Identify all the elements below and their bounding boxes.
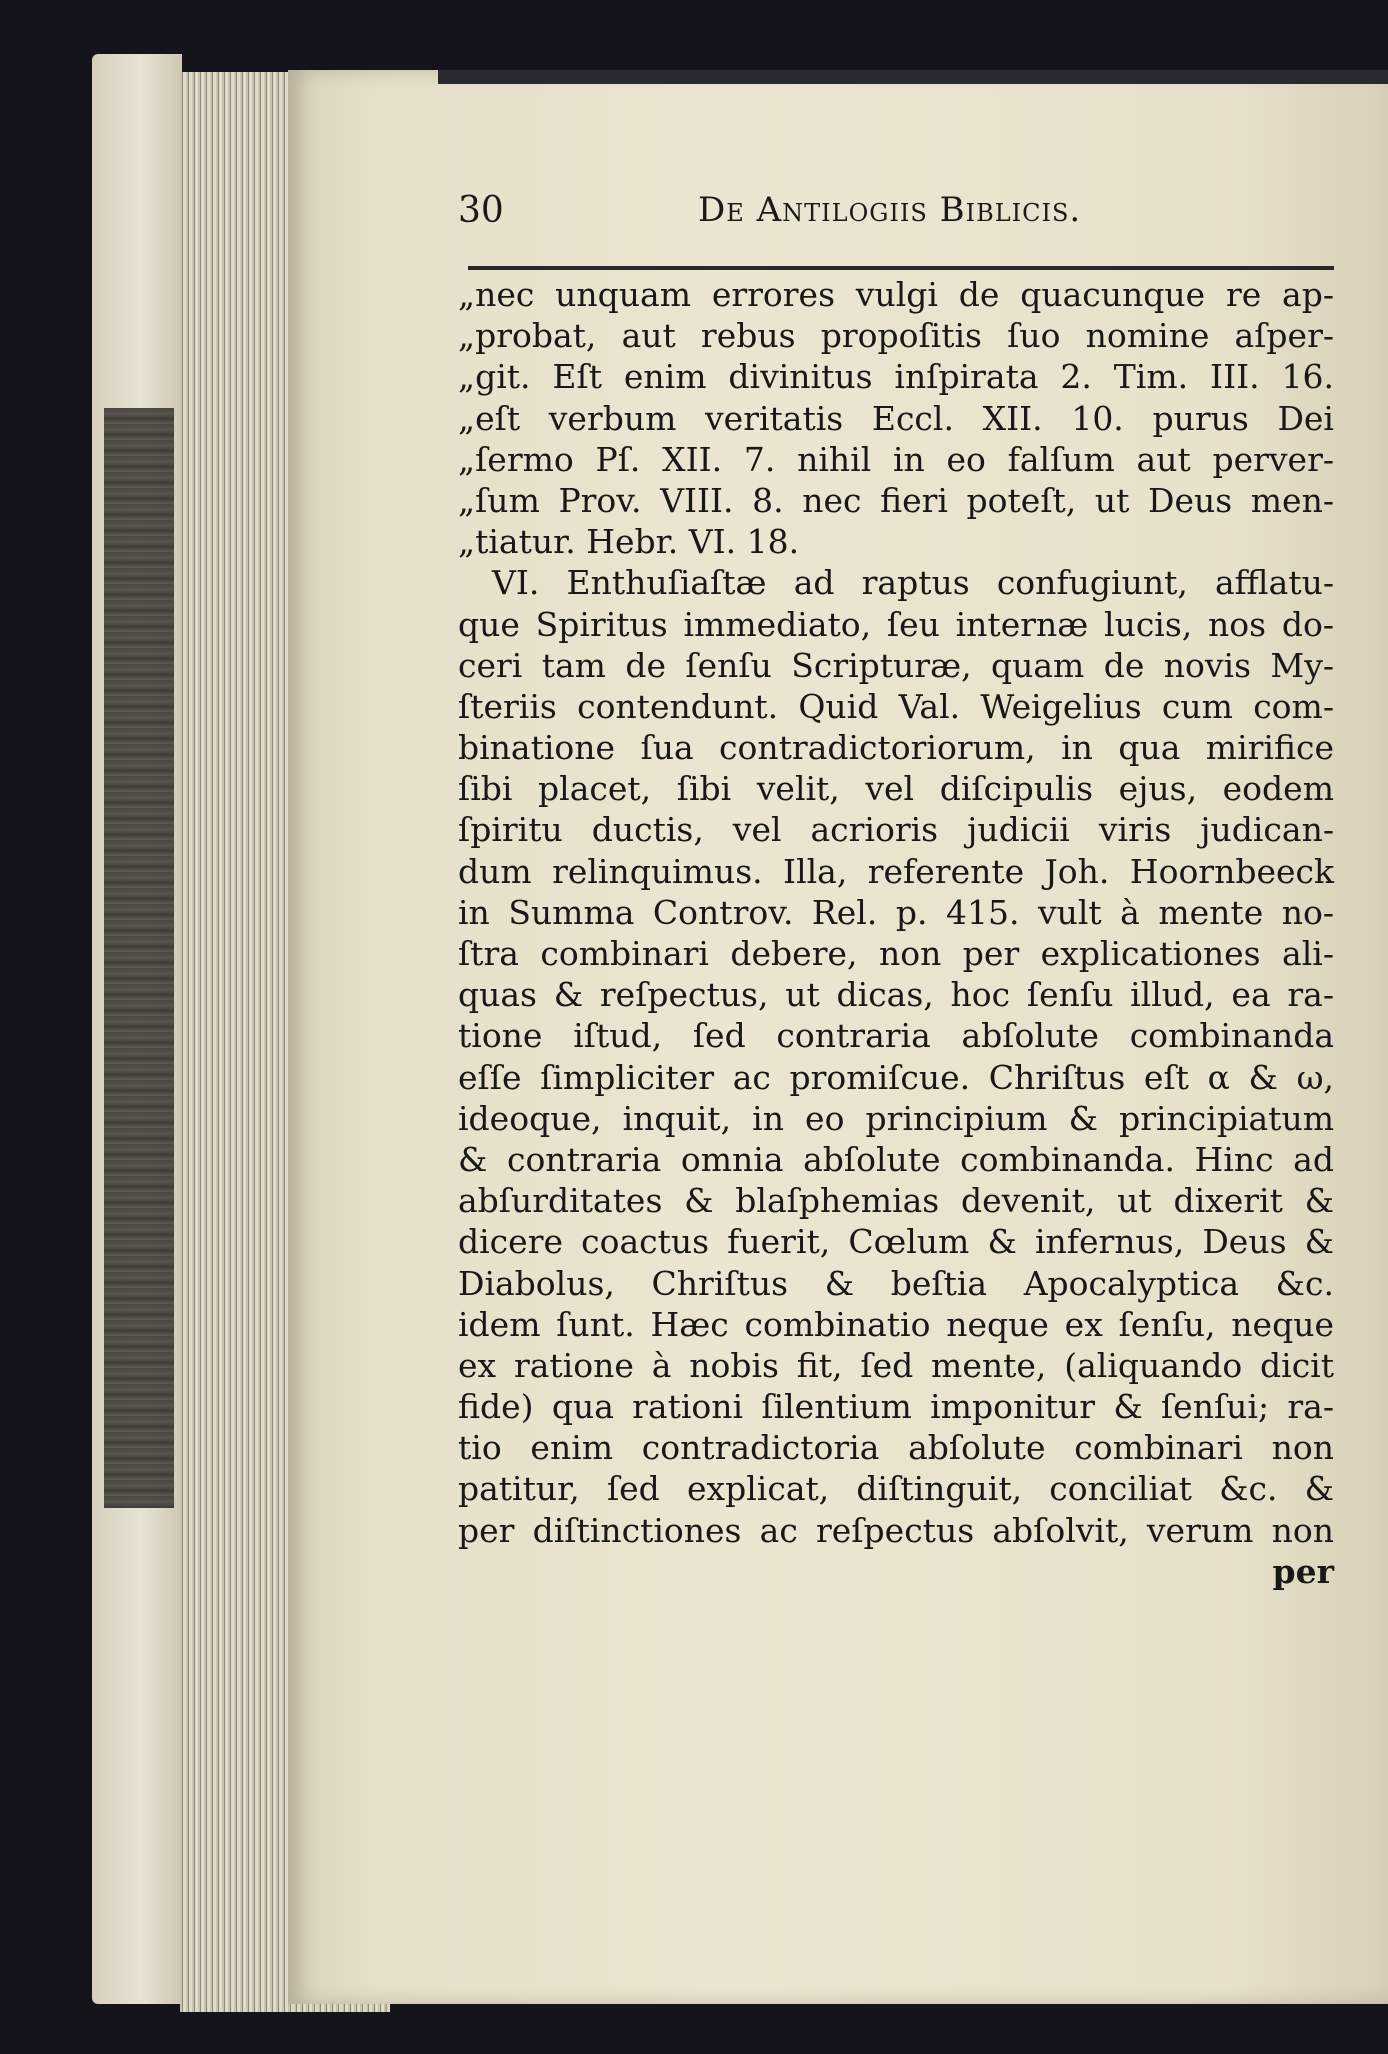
text-line: dum relinquimus. Illa, referente Joh. Hoornbeeck: [458, 851, 1334, 891]
text-line: ſteriis contendunt. Quid Val. Weigelius cum com-: [458, 686, 1334, 726]
text-line: fide) qua rationi ſilentium imponitur & ſenſui; ra-: [458, 1387, 1334, 1427]
text-line: „nec unquam errores vulgi de quacunque re ap-: [458, 275, 1334, 314]
text-line: per diſtinctiones ac reſpectus abſolvit, verum non: [458, 1510, 1334, 1550]
text-line: ideoque, inquit, in eo principium & principiatum: [458, 1098, 1334, 1138]
text-line: „tiatur. Hebr. VI. 18.: [458, 522, 800, 562]
text-line: ſpiritu ductis, vel acrioris judicii viris judican-: [458, 810, 1334, 850]
header-rule: [468, 266, 1334, 270]
page-number: 30: [458, 190, 504, 231]
text-line: „git. Eſt enim divinitus inſpirata 2. Tim. III. 16.: [458, 357, 1334, 397]
text-line: „ſermo Pſ. XII. 7. nihil in eo falſum aut perver-: [458, 439, 1334, 479]
text-line: in Summa Controv. Rel. p. 415. vult à mente no-: [458, 892, 1334, 932]
text-line: „ſum Prov. VIII. 8. nec fieri poteſt, ut Deus men-: [458, 480, 1334, 520]
text-line: abſurditates & blaſphemias devenit, ut dixerit &: [458, 1181, 1334, 1221]
text-line: & contraria omnia abſolute combinanda. Hinc ad: [458, 1139, 1334, 1179]
text-line: ceri tam de ſenſu Scripturæ, quam de novis My-: [458, 645, 1334, 685]
book-page: [288, 70, 1388, 2004]
book-scan: [92, 48, 1388, 2010]
page-header: [458, 190, 1318, 250]
text-line: „probat, aut rebus propoſitis ſuo nomine aſper-: [458, 316, 1334, 356]
catchword: per: [1272, 1551, 1334, 1591]
text-line: Diabolus, Chriſtus & beſtia Apocalyptica &c.: [458, 1263, 1334, 1303]
text-line: quas & reſpectus, ut dicas, hoc ſenſu illud, ea ra-: [458, 975, 1334, 1015]
running-title: De Antilogiis Biblicis.: [698, 190, 1082, 230]
text-line: idem ſunt. Hæc combinatio neque ex ſenſu, neque: [458, 1304, 1334, 1344]
text-line: que Spiritus immediato, ſeu internæ lucis, nos do-: [458, 604, 1334, 644]
text-line: „eſt verbum veritatis Eccl. XII. 10. purus Dei: [458, 398, 1334, 438]
text-line: VI. Enthuſiaſtæ ad raptus confugiunt, afflatu-: [492, 563, 1334, 603]
top-shadow-bar: [438, 70, 1388, 84]
text-line: ex ratione à nobis fit, ſed mente, (aliquando dicit: [458, 1345, 1334, 1385]
text-body: [458, 274, 1334, 1592]
text-line: ſtra combinari debere, non per explicationes ali-: [458, 934, 1334, 973]
text-line: tio enim contradictoria abſolute combinari non: [458, 1428, 1334, 1468]
text-line: ſibi placet, ſibi velit, vel diſcipulis ejus, eodem: [458, 769, 1334, 809]
text-line: binatione ſua contradictoriorum, in qua mirifice: [458, 728, 1334, 768]
text-line: dicere coactus fuerit, Cœlum & infernus, Deus &: [458, 1222, 1334, 1262]
text-line: eſſe ſimpliciter ac promiſcue. Chriſtus eſt α & ω,: [458, 1057, 1334, 1097]
binding-strip: [104, 408, 174, 1508]
text-line: patitur, ſed explicat, diſtinguit, conciliat &c. &: [458, 1469, 1334, 1509]
text-line: tione iſtud, ſed contraria abſolute combinanda: [458, 1016, 1334, 1056]
